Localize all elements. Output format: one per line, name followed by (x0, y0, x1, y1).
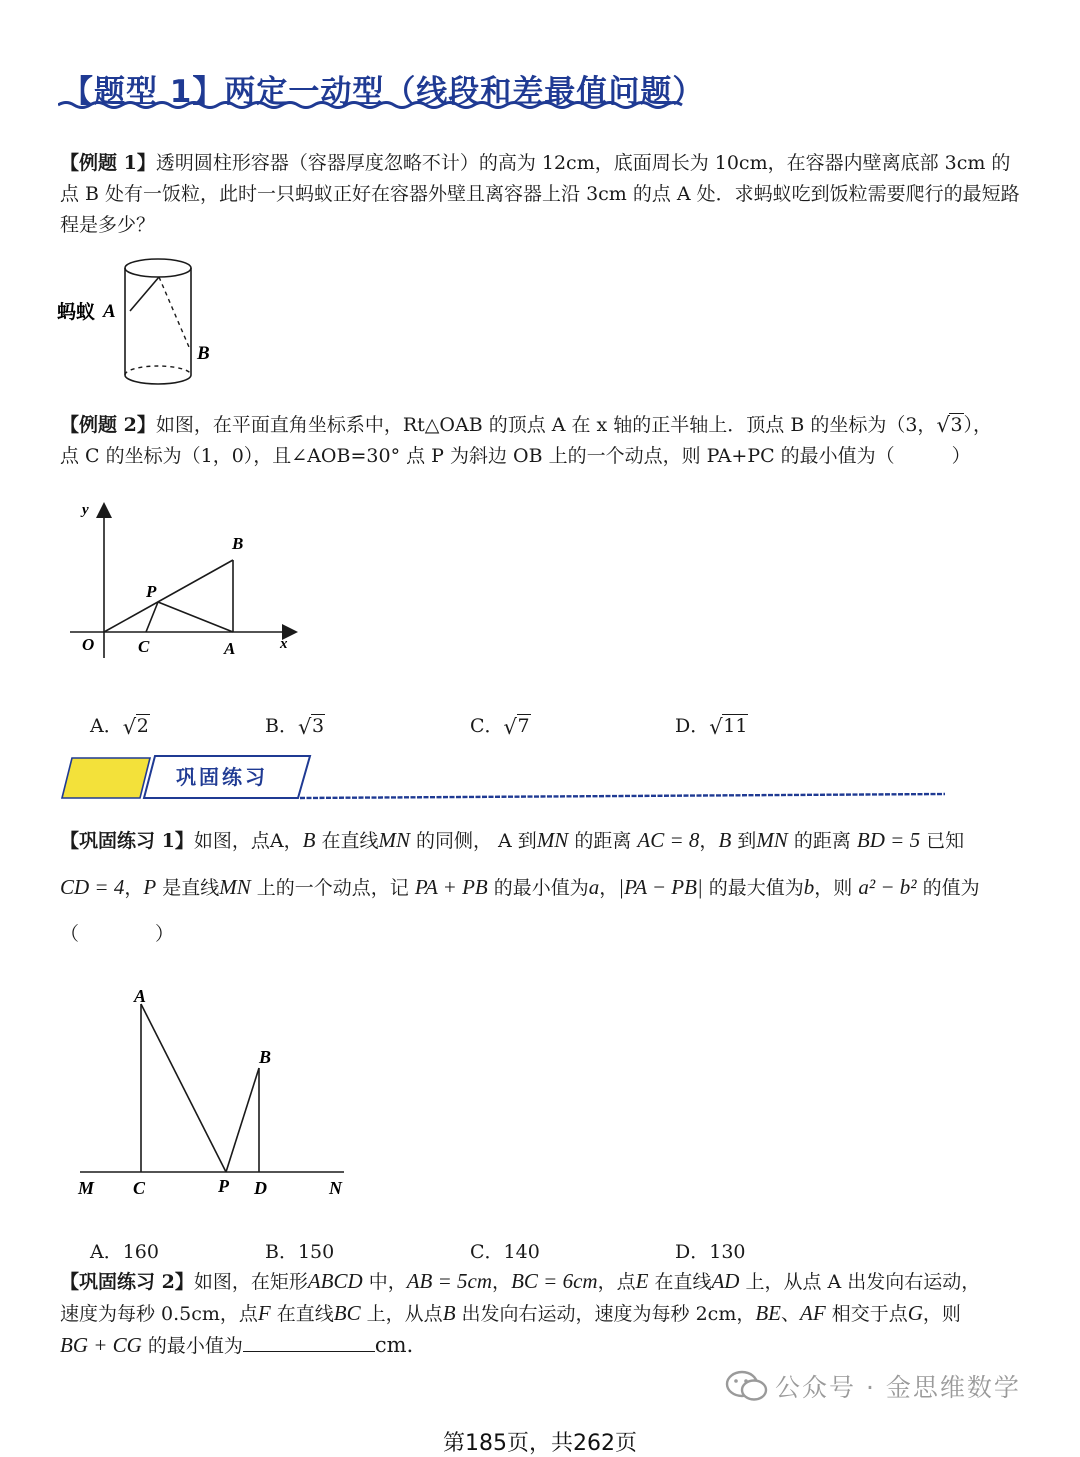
fig3-label-A: A (134, 986, 147, 1006)
band-dashed-line (300, 794, 945, 798)
option-radicand: 2 (136, 715, 149, 737)
cylinder-top (125, 259, 191, 277)
segment-PB (226, 1068, 259, 1172)
text-run: 中， (362, 1271, 407, 1293)
practice1-tag: 【巩固练习 1】 (60, 830, 194, 852)
math-run: BC = 6cm (511, 1269, 598, 1293)
wechat-icon (722, 1368, 770, 1404)
text-run: 相交于点 (825, 1303, 908, 1325)
text-run: 如图，点A， (193, 830, 303, 852)
text-run: 上，从点 A 出发向右运动， (739, 1271, 981, 1293)
math-run: b (803, 875, 815, 899)
math-run: B (442, 1301, 456, 1325)
text-run: ，则 (814, 877, 859, 899)
example1-tag: 【例题 1】 (60, 152, 156, 174)
math-run: AF (800, 1301, 826, 1325)
unit-cm: cm． (374, 1333, 428, 1357)
math-run: MN (536, 828, 569, 852)
text-run: 的最小值为 (141, 1335, 243, 1357)
text-run: 在直线 (648, 1271, 712, 1293)
example1-body: 透明圆柱形容器（容器厚度忽略不计）的高为 12cm，底面周长为 10cm，在容器内壁离底部 3cm 的点 B 处有一饭粒，此时一只蚂蚁正好在容器外壁且离容器上沿 3cm 的点 A 处．求蚂蚁吃到饭粒需要爬行的最短路程是多少？ (60, 152, 1020, 236)
math-run: MN (378, 828, 410, 852)
option-sqrt: √ 7 (503, 715, 530, 739)
text-run: ，点 (597, 1271, 636, 1293)
fig1-label-A: A (103, 301, 116, 322)
text-run: 到 (731, 830, 757, 852)
practice1-line2 (60, 872, 1028, 903)
example2-sqrt: √ 3 (936, 413, 963, 437)
option-radicand: 3 (311, 715, 325, 737)
text-run: 在直线 (270, 1303, 334, 1325)
math-run: BD = 5 (856, 828, 921, 852)
text-run: ， (699, 830, 719, 852)
example2-line2: 点 C 的坐标为（1，0），且∠AOB=30° 点 P 为斜边 OB 上的一个动点，则 PA+PC 的最小值为（ ） (60, 445, 971, 467)
example2-line1a: 如图，在平面直角坐标系中，Rt△OAB 的顶点 A 在 x 轴的正半轴上．顶点 B 的坐标为（3， (155, 414, 937, 436)
example2-line1b: ）， (963, 414, 993, 436)
example2-sqrt-radicand: 3 (950, 414, 963, 436)
text-run: 上的一个动点，记 (250, 877, 415, 899)
practice1-option-b: B．150 (265, 1241, 335, 1263)
math-run: a (588, 875, 600, 899)
watermark-text: 公众号 · 金思维数学 (775, 1373, 1021, 1402)
math-run: AD (711, 1269, 740, 1293)
fig2-label-B: B (232, 534, 244, 553)
example2-option-a (90, 711, 150, 738)
practice2-line1 (60, 1265, 1028, 1298)
option-sqrt: √ 2 (122, 715, 149, 739)
math-run: AB = 5cm (406, 1269, 493, 1293)
math-run: AC = 8 (637, 828, 700, 852)
math-run: PA + PB (414, 875, 488, 899)
example2-option-c (470, 711, 531, 738)
example2-tag: 【例题 2】 (60, 414, 156, 436)
fig3-label-N: N (329, 1178, 342, 1198)
math-run: F (257, 1301, 271, 1325)
practice1-option-d: D．130 (675, 1241, 746, 1263)
ant-path-solid (130, 277, 159, 311)
example1-text (60, 148, 1028, 241)
text-run: 的值为 (916, 877, 980, 899)
math-run: BE (755, 1301, 781, 1325)
text-run: 已知 (920, 830, 965, 852)
practice1-option-a: A．160 (90, 1241, 159, 1263)
fig2-label-x: x (280, 636, 288, 652)
coordinate-figure (60, 498, 310, 668)
math-run: MN (219, 875, 251, 899)
cylinder-figure (55, 255, 235, 395)
option-letter: A． (90, 715, 123, 737)
example2-option-d (675, 711, 748, 738)
practice2-line2 (60, 1297, 1028, 1330)
text-run: 出发向右运动，速度为每秒 2cm， (455, 1303, 756, 1325)
fig3-label-C: C (133, 1178, 146, 1198)
text-run: 是直线 (156, 877, 220, 899)
math-run: a² − b² (858, 875, 917, 899)
example2-text (60, 410, 1028, 472)
math-run: P (143, 875, 157, 899)
text-run: A 到 (492, 830, 537, 852)
practice1-line1 (60, 825, 1028, 856)
fig3-label-B: B (259, 1047, 272, 1067)
fig1-label-B: B (197, 343, 210, 364)
math-run: |PA − PB| (618, 875, 703, 899)
answer-blank[interactable] (243, 1331, 375, 1352)
practice2-tag: 【巩固练习 2】 (60, 1271, 194, 1293)
fig2-label-O: O (82, 635, 95, 654)
title-underline (58, 100, 688, 110)
page-title: 【题型 1】两定一动型（线段和差最值问题） (62, 74, 705, 110)
practice1-option-c: C．140 (470, 1241, 540, 1263)
cylinder-bottom-back (125, 366, 191, 375)
option-radicand: 11 (723, 715, 748, 737)
fig3-label-P: P (218, 1176, 229, 1196)
practice2-line3 (60, 1329, 1028, 1362)
segment-OB (104, 560, 233, 632)
text-run: 如图，在矩形 (193, 1271, 308, 1293)
text-run: ， (599, 877, 619, 899)
math-run: MN (756, 828, 788, 852)
option-letter: C． (470, 715, 504, 737)
cylinder-bottom-front (125, 375, 191, 384)
text-run: ， (124, 877, 144, 899)
option-sqrt: √ 3 (297, 715, 325, 739)
text-run: 上，从点 (360, 1303, 443, 1325)
text-run: 、 (781, 1303, 801, 1325)
fig1-label-ant: 蚂蚁 (57, 301, 96, 323)
fig2-label-C: C (138, 637, 150, 656)
math-run: BC (333, 1301, 361, 1325)
math-run: ABCD (307, 1269, 363, 1293)
fig2-label-y: y (82, 502, 89, 518)
band-yellow-tab (62, 758, 150, 798)
example2-option-b (265, 711, 325, 738)
math-run: G (907, 1301, 923, 1325)
text-run: 的距离 (568, 830, 638, 852)
text-run: 的最大值为 (702, 877, 804, 899)
mn-line-figure (72, 982, 362, 1202)
math-run: B (302, 828, 316, 852)
text-run: 在直线 (315, 830, 379, 852)
segment-PC (146, 602, 158, 632)
text-run: ，则 (922, 1303, 961, 1325)
text-run: ， (492, 1271, 512, 1293)
segment-PA (158, 602, 233, 632)
math-run: B (718, 828, 732, 852)
option-letter: B． (265, 715, 298, 737)
practice-band-title: 巩固练习 (176, 765, 268, 789)
math-run: BG + CG (60, 1333, 142, 1357)
fig3-label-D: D (254, 1178, 267, 1198)
fig3-label-M: M (78, 1178, 95, 1198)
text-run: 的最小值为 (487, 877, 589, 899)
option-radicand: 7 (517, 715, 530, 737)
segment-AP (141, 1004, 226, 1172)
option-sqrt: √ 11 (709, 715, 748, 739)
option-letter: D． (675, 715, 710, 737)
practice1-answer-paren: （ ） (60, 923, 175, 945)
text-run: 速度为每秒 0.5cm，点 (60, 1303, 258, 1325)
ant-path-dashed (159, 277, 189, 347)
math-run: E (635, 1269, 649, 1293)
text-run: 的同侧， (409, 830, 492, 852)
math-run: CD = 4 (60, 875, 125, 899)
fig2-label-P: P (146, 582, 157, 601)
text-run: 的距离 (787, 830, 857, 852)
page-footer: 第185页，共262页 (443, 1431, 637, 1456)
fig2-label-A: A (224, 639, 236, 658)
